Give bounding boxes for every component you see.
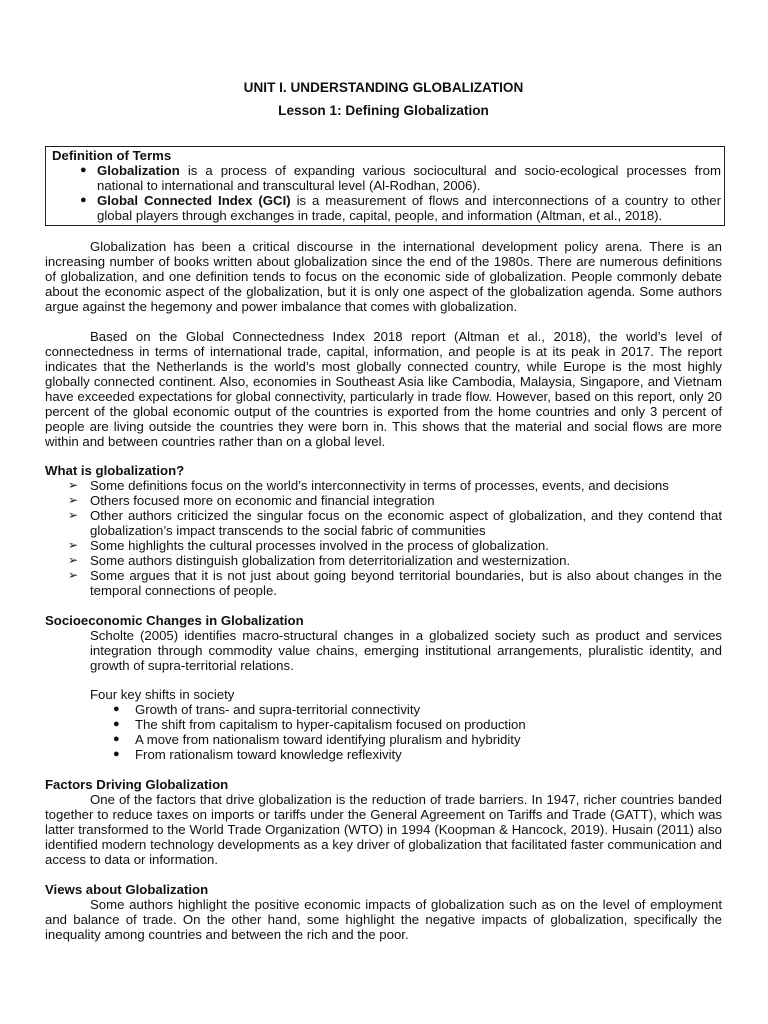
definition-list (52, 163, 721, 223)
list-item: ➢ Some argues that it is not just about going beyond territorial boundaries, but is also about changes in the temporal connections of people. (68, 568, 722, 598)
bullet-icon: ● (80, 164, 87, 176)
views-text: Some authors highlight the positive economic impacts of globalization such as on the level of employment and balance of trade. On the other hand, some highlight the negative impacts of globalization, specifically the inequality among countries and between the rich and the poor. (45, 897, 722, 942)
list-item: ➢ Some definitions focus on the world’s interconnectivity in terms of processes, events, and decisions (68, 478, 669, 493)
definition-term: Global Connected Index (GCI) (97, 193, 291, 208)
arrowhead-icon: ➢ (68, 493, 79, 507)
bullet-icon: ● (113, 748, 120, 760)
list-item: ➢ Others focused more on economic and financial integration (68, 493, 435, 508)
shifts-heading: Four key shifts in society (90, 687, 235, 702)
what-is-heading: What is globalization? (45, 463, 185, 478)
shifts-list (90, 702, 722, 762)
definition-box (45, 146, 725, 226)
bullet-icon: ● (80, 194, 87, 206)
definition-text: is a process of expanding various sociocultural and socio-ecological processes from national to international and transcultural level (Al-Rodhan, 2006). (97, 163, 721, 193)
definition-term: Globalization (97, 163, 180, 178)
views-heading: Views about Globalization (45, 882, 209, 897)
factors-heading: Factors Driving Globalization (45, 777, 229, 792)
socioeconomic-text: Scholte (2005) identifies macro-structural changes in a globalized society such as product and services integration through commodity value chains, emerging institutional arrangements, pluralistic identity, and growth of supra-territorial relations. (90, 628, 722, 673)
definition-text: is a measurement of flows and interconnections of a country to other global players through exchanges in trade, capital, people, and information (Altman, et al., 2018). (97, 193, 721, 223)
paragraph-gci-report: Based on the Global Connectedness Index 2018 report (Altman et al., 2018), the world’s level of connectedness in terms of international trade, capital, information, and people is at its peak in 2017. The report indicates that the Netherlands is the world’s most globally connected country, while Europe is the most highly globally connected continent. Also, economies in Southeast Asia like Cambodia, Malaysia, Singapore, and Vietnam have exceeded expectations for global connectivity, particularly in trade flow. However, based on this report, only 20 percent of the global economic output of the countries is exported from the home countries and only 3 percent of people are living outside the countries they were born in. This shows that the material and social flows are more within and between countries rather than on a global level. (45, 329, 722, 449)
arrowhead-icon: ➢ (68, 478, 79, 492)
arrowhead-icon: ➢ (68, 538, 79, 552)
what-is-list (45, 478, 722, 598)
list-item: ● The shift from capitalism to hyper-capitalism focused on production (113, 717, 526, 732)
definition-item (52, 163, 721, 193)
list-item: ➢ Some highlights the cultural processes involved in the process of globalization. (68, 538, 549, 553)
definition-heading: Definition of Terms (52, 148, 172, 163)
list-item: ● Growth of trans- and supra-territorial connectivity (113, 702, 421, 717)
socioeconomic-heading: Socioeconomic Changes in Globalization (45, 613, 304, 628)
list-item: ➢ Other authors criticized the singular focus on the economic aspect of globalization, and they contend that globalization’s impact transcends to the social fabric of communities (68, 508, 722, 538)
bullet-icon: ● (113, 733, 120, 745)
arrowhead-icon: ➢ (68, 508, 79, 522)
list-item: ➢ Some authors distinguish globalization from deterritorialization and westernization. (68, 553, 571, 568)
bullet-icon: ● (113, 718, 120, 730)
arrowhead-icon: ➢ (68, 568, 79, 582)
paragraph-intro: Globalization has been a critical discourse in the international development policy arena. There is an increasing number of books written about globalization since the end of the 1980s. There are numerous definitions of globalization, and one definition tends to focus on the economic side of globalization. People commonly debate about the economic aspect of the globalization, but it is only one aspect of the globalization agenda. Some authors argue against the hegemony and power imbalance that comes with globalization. (45, 239, 722, 314)
unit-title: UNIT I. UNDERSTANDING GLOBALIZATION (243, 80, 524, 95)
factors-text: One of the factors that drive globalization is the reduction of trade barriers. In 1947, richer countries banded together to reduce taxes on imports or tariffs under the General Agreement on Tariffs and Trade (GATT), which was latter transformed to the World Trade Organization (WTO) in 1994 (Koopman & Hancock, 2019). Husain (2011) also identified modern technology developments as a key driver of globalization that facilitated faster communication and access to data or information. (45, 792, 722, 867)
arrowhead-icon: ➢ (68, 553, 79, 567)
definition-item (52, 193, 721, 223)
list-item: ● From rationalism toward knowledge reflexivity (113, 747, 402, 762)
list-item: ● A move from nationalism toward identifying pluralism and hybridity (113, 732, 521, 747)
lesson-title: Lesson 1: Defining Globalization (278, 103, 489, 118)
bullet-icon: ● (113, 703, 120, 715)
